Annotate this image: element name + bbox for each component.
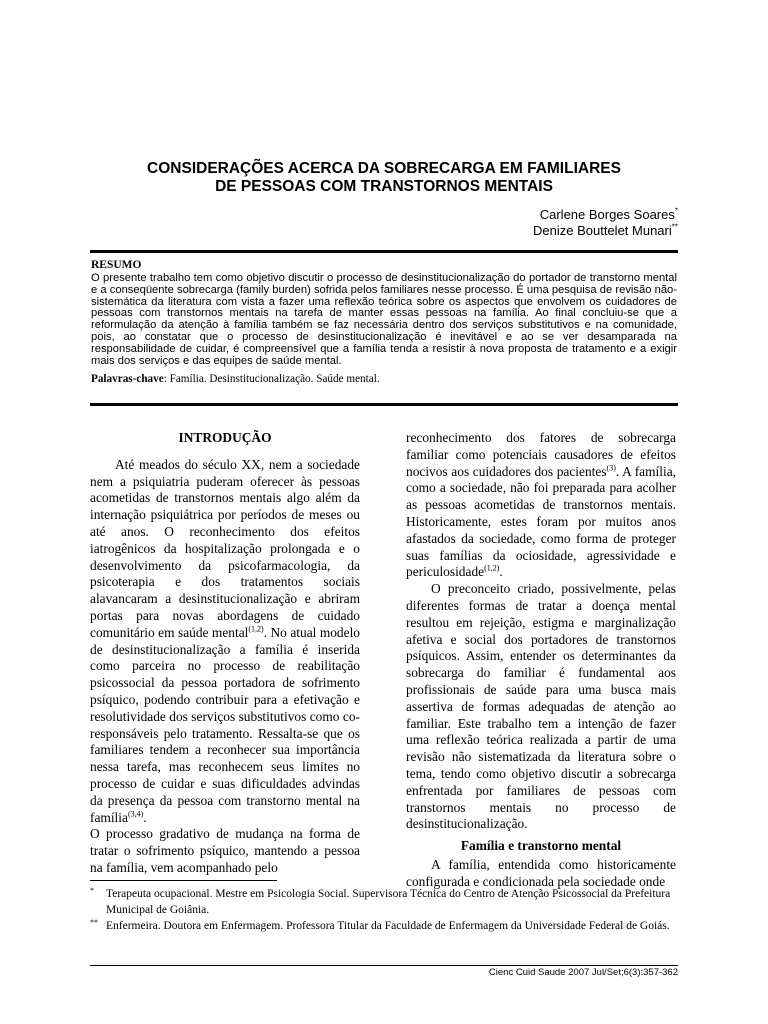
journal-citation: Cienc Cuid Saude 2007 Jul/Set;6(3):357-362 — [488, 967, 678, 978]
right-p1-text-b: . A família, como a sociedade, não foi preparada para acolher as pessoas acometidas de transtornos mentais. Historicamente, estes foram por muitos anos afastados da sociedade, como forma de proteger suas famílias da ociosidade, agressividade e periculosidade — [406, 463, 676, 580]
keywords-list: : Família. Desinstitucionalização. Saúde mental. — [163, 373, 380, 386]
footnote-1 — [90, 886, 680, 918]
right-paragraph-2: O preconceito criado, possivelmente, pelas diferentes formas de tratar a doença mental resultou em rejeição, estigma e marginalização afetiva e social dos portadores de transtornos psíquicos. Assim, entender os determinantes da sobrecarga do familiar é fundamental aos profissionais de saúde para uma busca mais assertiva de formas adequadas de atenção ao familiar. Este trabalho tem a intenção de fazer uma reflexão teórica realizada a partir de uma revisão não sistematizada da literatura sobre o tema, tendo como objetivo discutir a sobrecarga enfrentada por familiares de pessoas com transtornos mentais no processo de desinstitucionalização. — [406, 581, 676, 832]
citation-1-2: (1,2) — [248, 624, 264, 634]
left-column — [90, 430, 360, 877]
intro-paragraph-1 — [90, 457, 360, 827]
keywords — [91, 372, 677, 386]
intro-p1-text-b: . No atual modelo de desinstitucionalização a família é inserida como parceira no processo de reabilitação psicossocial da pessoa portadora de sofrimento psíquico, podendo contribuir para a efetivação e resolutividade dos serviços substitutivos como co-responsáveis pelo tratamento. Ressalta-se que os familiares tendem a reconhecer sua importância nessa tarefa, mas reconhecem seus limites no processo de cuidar e suas dificuldades advindas da presença da pessoa com transtorno mental na família — [90, 624, 360, 825]
author-1-name: Carlene Borges Soares — [539, 207, 675, 222]
abstract-block — [91, 258, 677, 386]
author-2 — [533, 223, 678, 239]
citation-3-4: (3,4) — [127, 809, 144, 819]
right-p1-text-c: . — [499, 564, 503, 580]
right-paragraph-1 — [406, 430, 676, 581]
citation-3: (3) — [606, 463, 616, 473]
author-2-mark: ** — [671, 222, 678, 232]
right-paragraph-3: A família, entendida como historicamente configurada e condicionada pela sociedade onde — [406, 856, 676, 889]
title-line-2: DE PESSOAS COM TRANSTORNOS MENTAIS — [215, 178, 553, 195]
keywords-label: Palavras-chave — [91, 373, 164, 386]
intro-paragraph-2: O processo gradativo de mudança na forma de tratar o sofrimento psíquico, mantendo a pessoa na família, vem acompanhado pelo — [90, 826, 360, 875]
footnote-rule — [90, 880, 277, 881]
author-2-name: Denize Bouttelet Munari — [533, 223, 672, 238]
title-line-1: CONSIDERAÇÕES ACERCA DA SOBRECARGA EM FAMILIARES — [147, 160, 621, 177]
abstract-top-rule — [90, 250, 678, 253]
footnote-1-text: Terapeuta ocupacional. Mestre em Psicologia Social. Supervisora Técnica do Centro de Atenção Psicossocial da Prefeitura Municipal de Goiânia. — [106, 888, 671, 916]
footnote-2-mark: ** — [90, 918, 98, 927]
intro-p1-text-a: Até meados do século XX, nem a sociedade nem a psiquiatria puderam oferecer às pessoas acometidas de transtornos mentais algo além da internação psiquiátrica por períodos de meses ou até anos. O reconhecimento dos efeitos iatrogênicos da hospitalização prolongada e o desenvolvimento da psicofarmacologia, da psicoterapia e dos tratamentos sociais alavancaram a desinstitucionalização e abriram portas para novas abordagens de cuidado comunitário em saúde mental — [90, 456, 360, 640]
footer-rule — [90, 965, 678, 966]
abstract-bottom-rule — [90, 403, 678, 406]
footnote-2-text: Enfermeira. Doutora em Enfermagem. Professora Titular da Faculdade de Enfermagem da Universidade Federal de Goiás. — [106, 920, 670, 932]
abstract-heading: RESUMO — [91, 259, 142, 271]
footnote-1-mark: * — [90, 886, 94, 895]
section-heading-familia: Família e transtorno mental — [460, 838, 622, 854]
citation-1-2-b: (1,2) — [484, 563, 500, 573]
abstract-body: O presente trabalho tem como objetivo discutir o processo de desinstitucionalização do portador de transtorno mental e a conseqüente sobrecarga (family burden) sofrida pelos familiares nesse processo. É uma pesquisa de revisão não-sistemática da literatura com vista a fazer uma reflexão teórica sobre os aspectos que envolvem os cuidadores de pessoas com transtornos mentais na tarefa de manter essas pessoas na família. Ao final concluiu-se que a reformulação da atenção à família também se faz necessária dentro dos serviços substitutivos e na comunidade, pois, ao constatar que o processo de desinstitucionalização é inevitável e ao se ver desamparada na responsabilidade de cuidar, é compreensível que a família tenda a resistir à nova proposta de tratamento e a exigir mais dos serviços e das equipes de saúde mental. — [91, 272, 677, 367]
footnote-2 — [90, 918, 680, 934]
author-1-mark: * — [674, 206, 678, 216]
article-title — [90, 160, 678, 196]
right-p1-text-a: reconhecimento dos fatores de sobrecarga familiar como potenciais causadores de efeitos nocivos aos cuidadores dos pacientes — [406, 430, 676, 479]
right-column — [406, 430, 676, 891]
intro-p1-text-c: . — [143, 809, 147, 825]
author-list — [533, 207, 678, 239]
footnotes — [90, 886, 680, 934]
author-1 — [533, 207, 678, 223]
section-heading-introducao: INTRODUÇÃO — [178, 430, 272, 445]
